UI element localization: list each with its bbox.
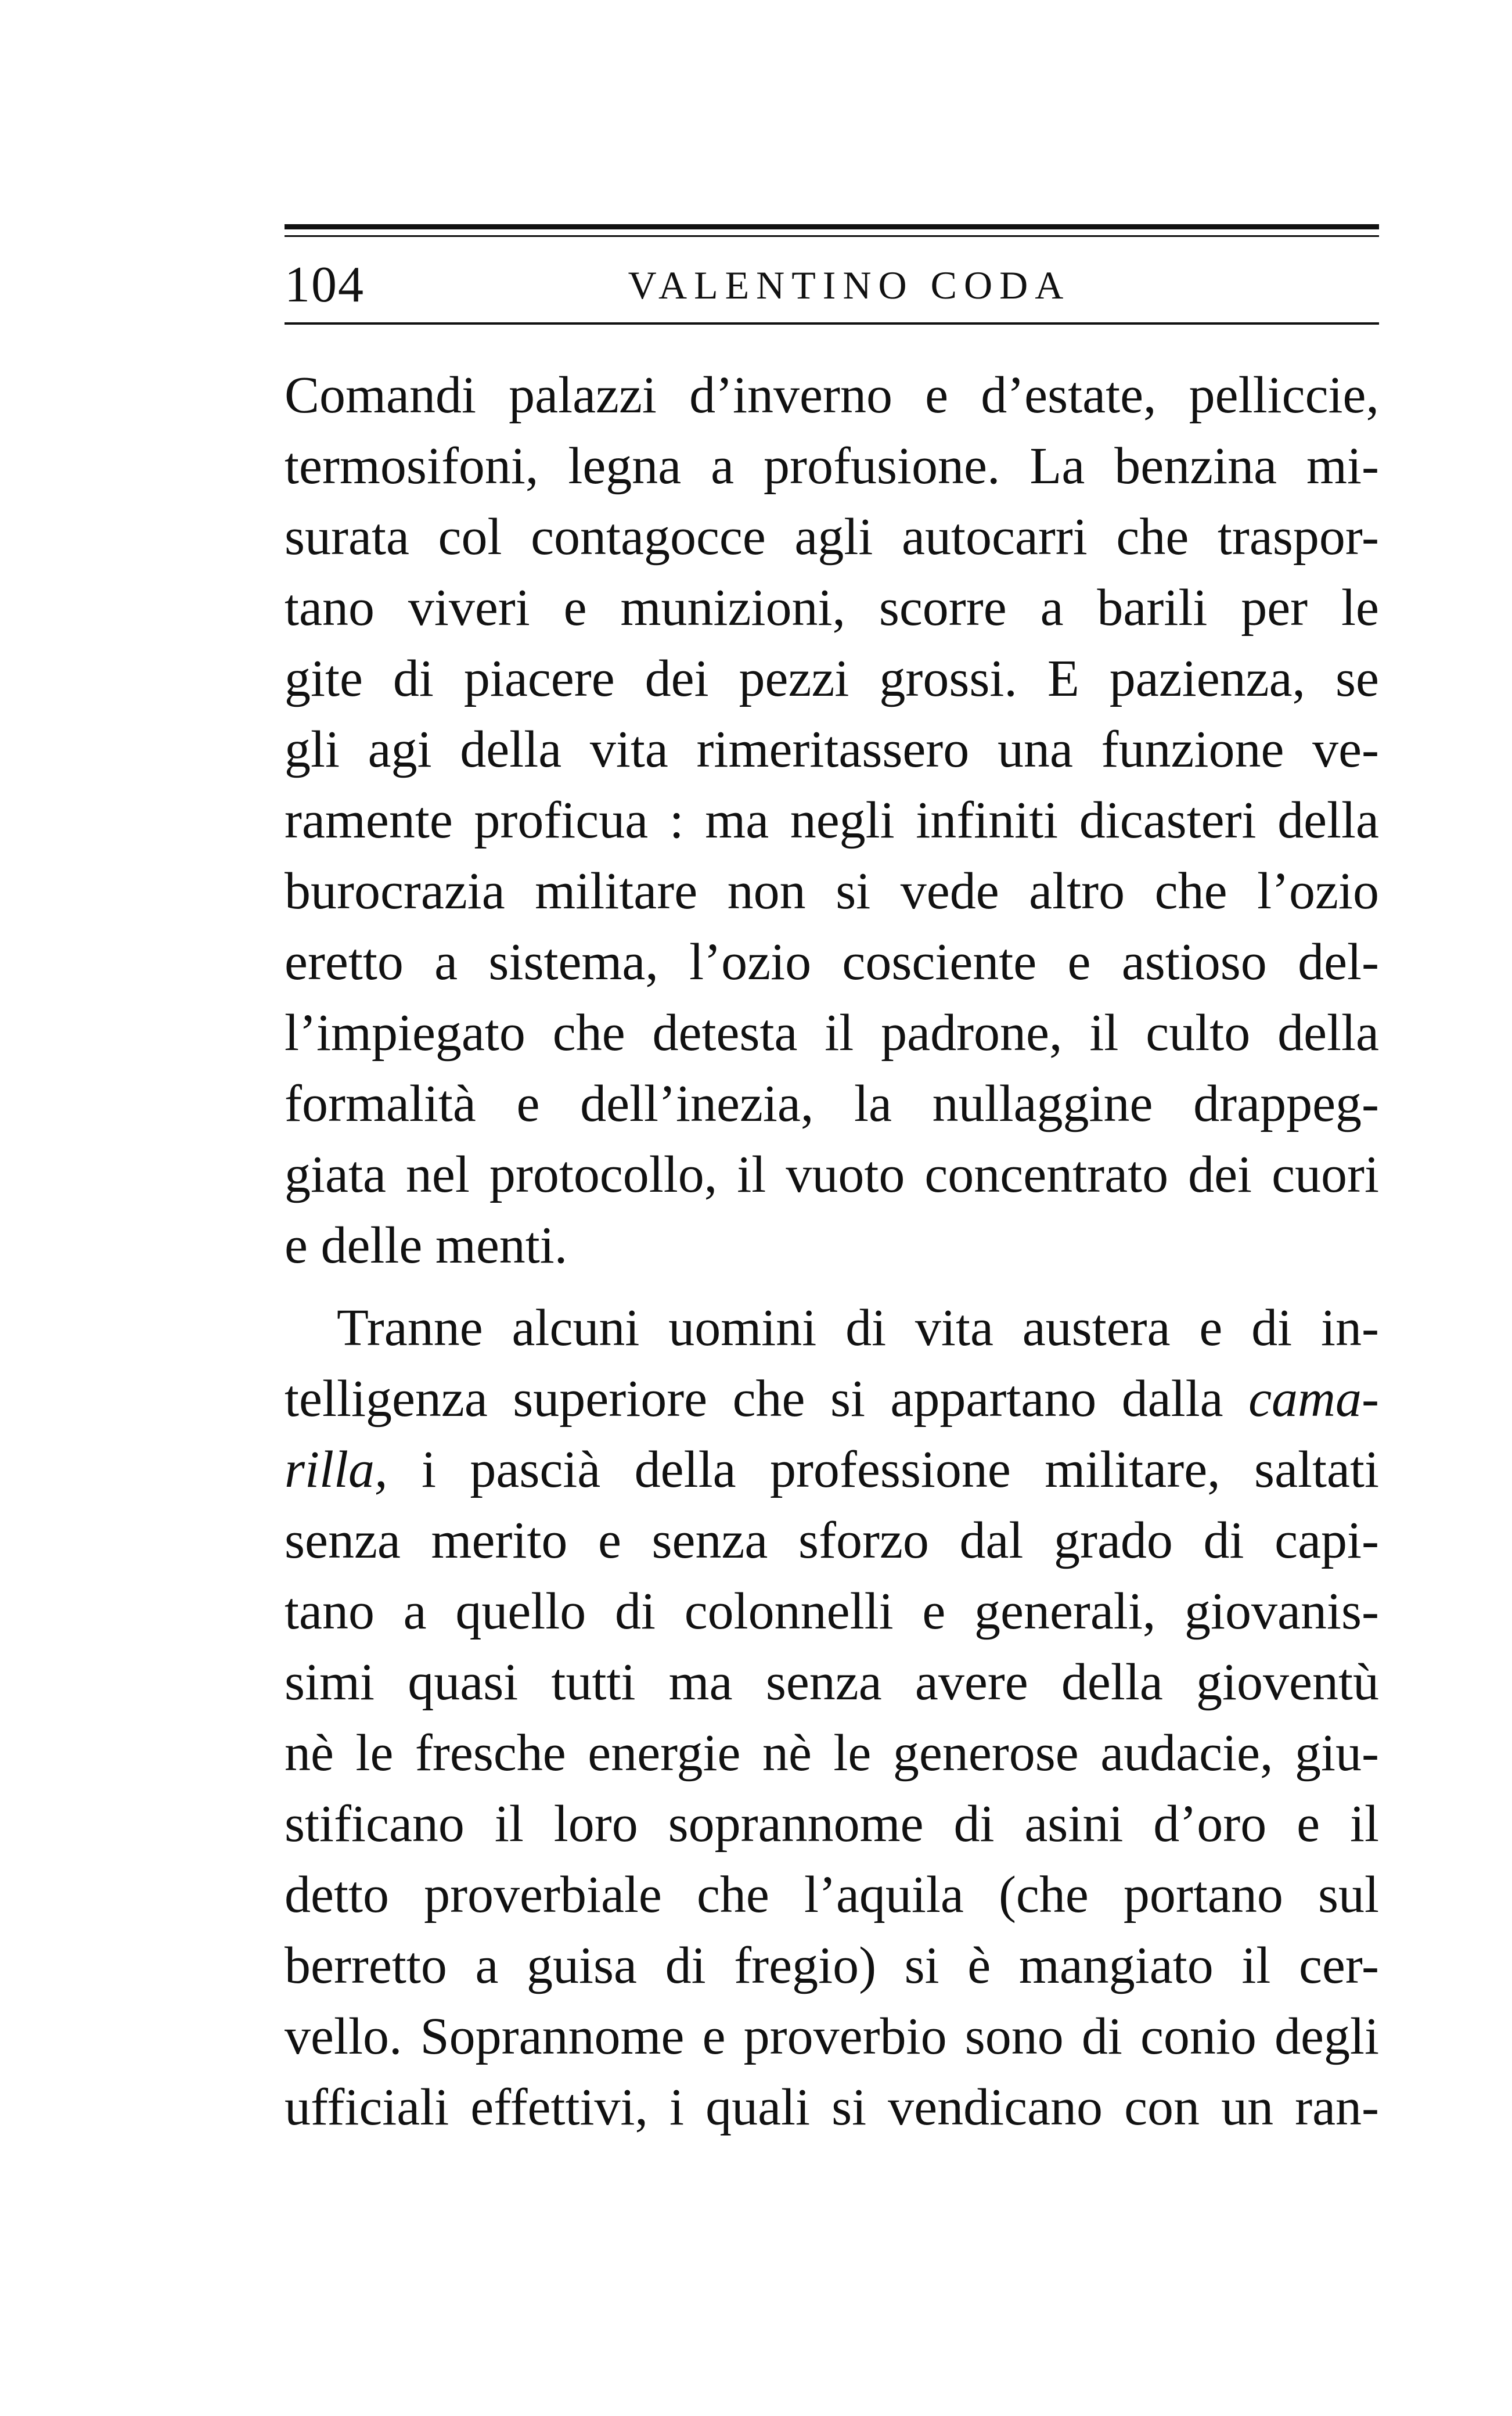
text-span: i pascià della professione militare, saltati [387, 1441, 1379, 1498]
text-line: gli agi della vita rimeritassero una funzione ve- [285, 721, 1379, 778]
text-line: ufficiali effettivi, i quali si vendicano con un ran- [285, 2079, 1379, 2136]
text-line: tano a quello di colonnelli e generali, giovanis- [285, 1583, 1379, 1640]
text-line: nè le fresche energie nè le generose audacie, giu- [285, 1724, 1379, 1782]
text-line: detto proverbiale che l’aquila (che portano sul [285, 1866, 1379, 1924]
text-line: surata col contagocce agli autocarri che traspor- [285, 508, 1379, 566]
text-line: termosifoni, legna a profusione. La benzina mi- [285, 437, 1379, 495]
italic-word: cama- [1248, 1370, 1379, 1428]
paragraph [285, 1293, 1379, 2143]
text-line [285, 1435, 1379, 1505]
text-line: tano viveri e munizioni, scorre a barili per le [285, 579, 1379, 637]
text-line: gite di piacere dei pezzi grossi. E pazienza, se [285, 650, 1379, 707]
text-line: senza merito e senza sforzo dal grado di capi- [285, 1512, 1379, 1569]
text-line: vello. Soprannome e proverbio sono di conio degli [285, 2008, 1379, 2065]
text-line: ramente proficua : ma negli infiniti dicasteri della [285, 792, 1379, 849]
text-line: simi quasi tutti ma senza avere della gioventù [285, 1653, 1379, 1711]
text-line: stificano il loro soprannome di asini d’oro e il [285, 1795, 1379, 1853]
text-line [285, 1364, 1379, 1435]
text-span: telligenza superiore che si appartano dalla [285, 1370, 1249, 1428]
text-line: berretto a guisa di fregio) si è mangiato il cer- [285, 1937, 1379, 1994]
running-head: VALENTINO CODA [628, 263, 1071, 307]
page-number: 104 [285, 257, 365, 313]
text-line: e delle menti. [285, 1217, 568, 1274]
header-rule-thick [285, 224, 1379, 229]
text-line: burocrazia militare non si vede altro che l’ozio [285, 862, 1379, 920]
header-rule-bottom [285, 322, 1379, 325]
italic-word: rilla, [285, 1441, 388, 1498]
header-rule-thin [285, 235, 1379, 237]
paragraph-gap [285, 1281, 1379, 1293]
text-line: formalità e dell’inezia, la nullaggine drappeg- [285, 1075, 1379, 1132]
page-header [285, 250, 1379, 314]
text-line: giata nel protocollo, il vuoto concentrato dei cuori [285, 1146, 1379, 1203]
paragraph [285, 360, 1379, 1281]
text-line: Tranne alcuni uomini di vita austera e di in- [337, 1299, 1379, 1357]
text-line: eretto a sistema, l’ozio cosciente e astioso del- [285, 933, 1379, 991]
text-line: l’impiegato che detesta il padrone, il culto della [285, 1004, 1379, 1062]
body-text [285, 360, 1379, 2143]
text-line: Comandi palazzi d’inverno e d’estate, pelliccie, [285, 366, 1379, 424]
